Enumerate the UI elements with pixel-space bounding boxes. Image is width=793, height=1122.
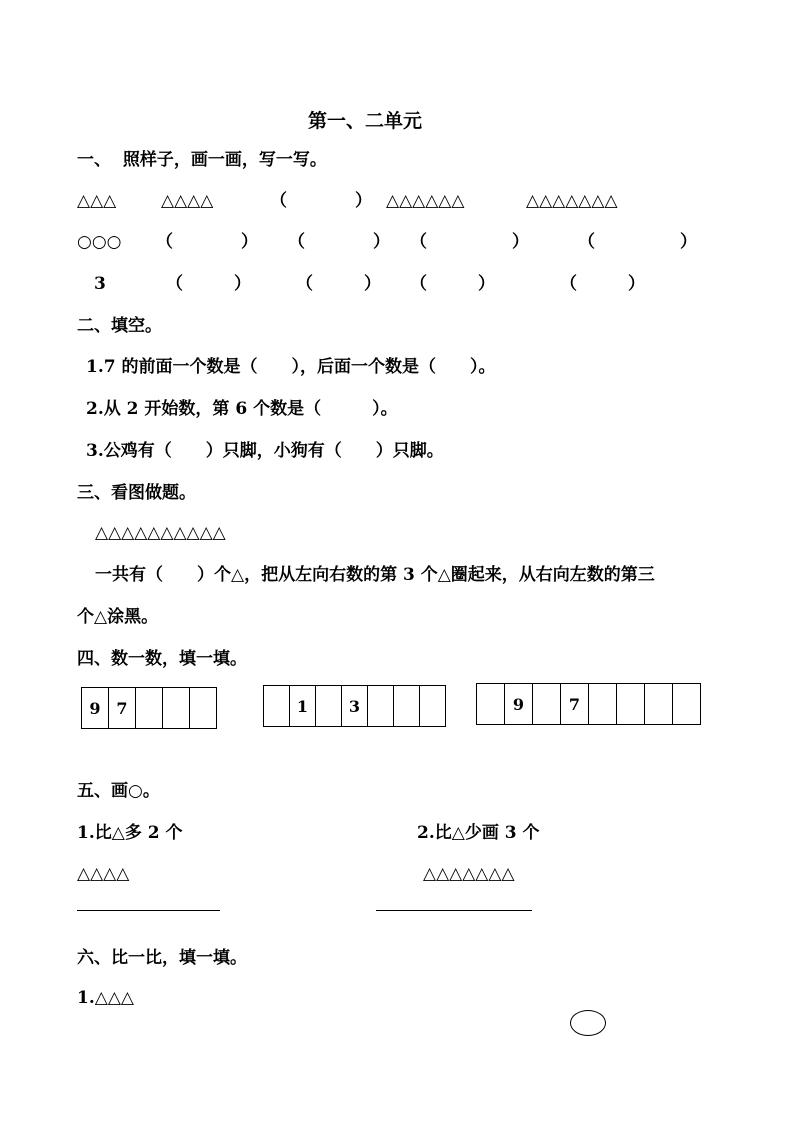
grid-cell[interactable] [316, 686, 342, 727]
s1-r2-c2: （ ） [156, 232, 258, 252]
s5-q2-shapes: △△△△△△△ [423, 864, 515, 884]
s6-q1: 1.△△△ [77, 988, 134, 1008]
grid-cell[interactable] [533, 684, 561, 725]
s1-r3-c3: （ ） [296, 274, 381, 294]
grid-cell: 9 [82, 688, 109, 729]
grid-cell: 1 [290, 686, 316, 727]
grid-cell[interactable] [394, 686, 420, 727]
answer-line-2[interactable] [376, 910, 532, 911]
grid-cell[interactable] [645, 684, 673, 725]
s1-r1-c2: △△△△ [161, 191, 214, 211]
answer-line-1[interactable] [77, 910, 220, 911]
grid-cell[interactable] [163, 688, 190, 729]
number-grid-1 [81, 687, 217, 729]
section6-heading: 六、比一比，填一填。 [77, 948, 247, 968]
s1-r3-c4: （ ） [410, 274, 495, 294]
s1-r2-c5: （ ） [578, 232, 697, 252]
s2-q1: 1.7 的前面一个数是（ ），后面一个数是（ ）。 [86, 357, 496, 377]
s3-line1: 一共有（ ）个△，把从左向右数的第 3 个△圈起来，从右向左数的第三 [95, 565, 655, 585]
compare-circle[interactable] [570, 1010, 606, 1036]
s5-q1-shapes: △△△△ [77, 864, 130, 884]
s1-r2-c3: （ ） [288, 232, 390, 252]
grid-cell: 7 [109, 688, 136, 729]
grid-cell[interactable] [420, 686, 446, 727]
grid-cell[interactable] [589, 684, 617, 725]
grid-cell[interactable] [264, 686, 290, 727]
grid-cell: 9 [505, 684, 533, 725]
s1-r1-c1: △△△ [77, 191, 117, 211]
s2-q2: 2.从 2 开始数，第 6 个数是（ ）。 [86, 399, 398, 419]
s1-r1-c3: （ ） [270, 191, 372, 211]
s1-r2-c4: （ ） [410, 232, 529, 252]
s1-r3-c2: （ ） [166, 274, 251, 294]
page-title: 第一、二单元 [307, 110, 422, 132]
section5-heading: 五、画○。 [77, 781, 160, 801]
s1-r1-c5: △△△△△△△ [526, 191, 618, 211]
s2-q3: 3.公鸡有（ ）只脚，小狗有（ ）只脚。 [86, 441, 444, 461]
grid-cell: 7 [561, 684, 589, 725]
number-grid-3 [476, 683, 701, 725]
s3-line2: 个△涂黑。 [77, 607, 159, 627]
grid-cell: 3 [342, 686, 368, 727]
s3-shapes: △△△△△△△△△△ [95, 523, 226, 543]
section4-heading: 四、数一数，填一填。 [77, 649, 247, 669]
grid-cell[interactable] [673, 684, 701, 725]
grid-cell[interactable] [190, 688, 217, 729]
s1-r3-c1: 3 [94, 274, 106, 294]
s1-r2-c1: ○○○ [77, 232, 122, 252]
s5-q1: 1.比△多 2 个 [77, 823, 183, 843]
grid-cell[interactable] [136, 688, 163, 729]
grid-cell[interactable] [477, 684, 505, 725]
section2-heading: 二、填空。 [77, 316, 162, 336]
s5-q2: 2.比△少画 3 个 [417, 823, 540, 843]
grid-cell[interactable] [368, 686, 394, 727]
section1-heading: 一、 照样子，画一画，写一写。 [77, 150, 327, 170]
section3-heading: 三、看图做题。 [77, 483, 196, 503]
number-grid-2 [263, 685, 446, 727]
s1-r1-c4: △△△△△△ [386, 191, 465, 211]
s1-r3-c5: （ ） [560, 274, 645, 294]
grid-cell[interactable] [617, 684, 645, 725]
